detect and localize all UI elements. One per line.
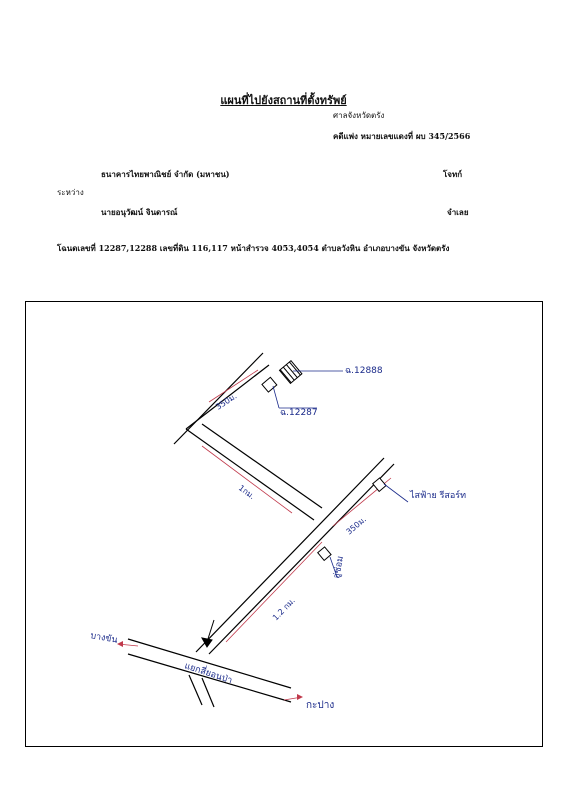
- defendant-role: จำเลย: [447, 207, 469, 217]
- direction-right-label: กะปาง: [306, 700, 335, 711]
- defendant-name: นายอนุวัฒน์ จินดารณ์: [101, 207, 178, 217]
- garage-box: [318, 547, 331, 560]
- direction-arrow-left: [117, 641, 138, 647]
- branch-road: [186, 424, 322, 520]
- page-title: แผนที่ไปยังสถานที่ตั้งทรัพย์: [220, 94, 347, 107]
- junction-label: แยกสี่ยอนป่า: [183, 661, 234, 687]
- deed-label-12287: ฉ.12287: [280, 408, 318, 418]
- landmark-garage-label: อู่ซ่อม: [332, 555, 346, 580]
- deed-label-12888: ฉ.12888: [345, 366, 383, 376]
- dist-branch-label: 1กม.: [236, 483, 257, 502]
- main-road: [196, 458, 394, 654]
- landmark-resort-label: ไสฟ้าย รีสอร์ท: [410, 491, 467, 501]
- direction-arrow-right: [284, 694, 303, 700]
- resort-box: [373, 478, 386, 491]
- map-drawing: [26, 302, 544, 748]
- dist-right-label: 350ม.: [344, 514, 368, 537]
- direction-left-label: บางขัน: [89, 631, 119, 646]
- deed-plot-12287: [262, 377, 277, 392]
- plaintiff-role: โจทก์: [443, 169, 463, 179]
- deed-plot-12888: [279, 361, 301, 384]
- between-label: ระหว่าง: [57, 188, 84, 197]
- location-map: [25, 301, 543, 747]
- dist-main-label: 1.2 กม.: [270, 596, 297, 623]
- court-name: ศาลจังหวัดตรัง: [333, 111, 385, 120]
- plaintiff-name: ธนาคารไทยพาณิชย์ จำกัด (มหาชน): [101, 169, 230, 179]
- property-description: โฉนดเลขที่ 12287,12288 เลขที่ดิน 116,117 หน้าสำรวจ 4053,4054 ตำบลวังหิน อำเภอบางขัน จังหวัดตรัง: [57, 243, 450, 253]
- case-number: คดีแพ่ง หมายเลขแดงที่ ผบ 345/2566: [333, 131, 471, 141]
- dist-top-label: 350ม.: [214, 391, 239, 412]
- junction-arrow: [202, 620, 214, 647]
